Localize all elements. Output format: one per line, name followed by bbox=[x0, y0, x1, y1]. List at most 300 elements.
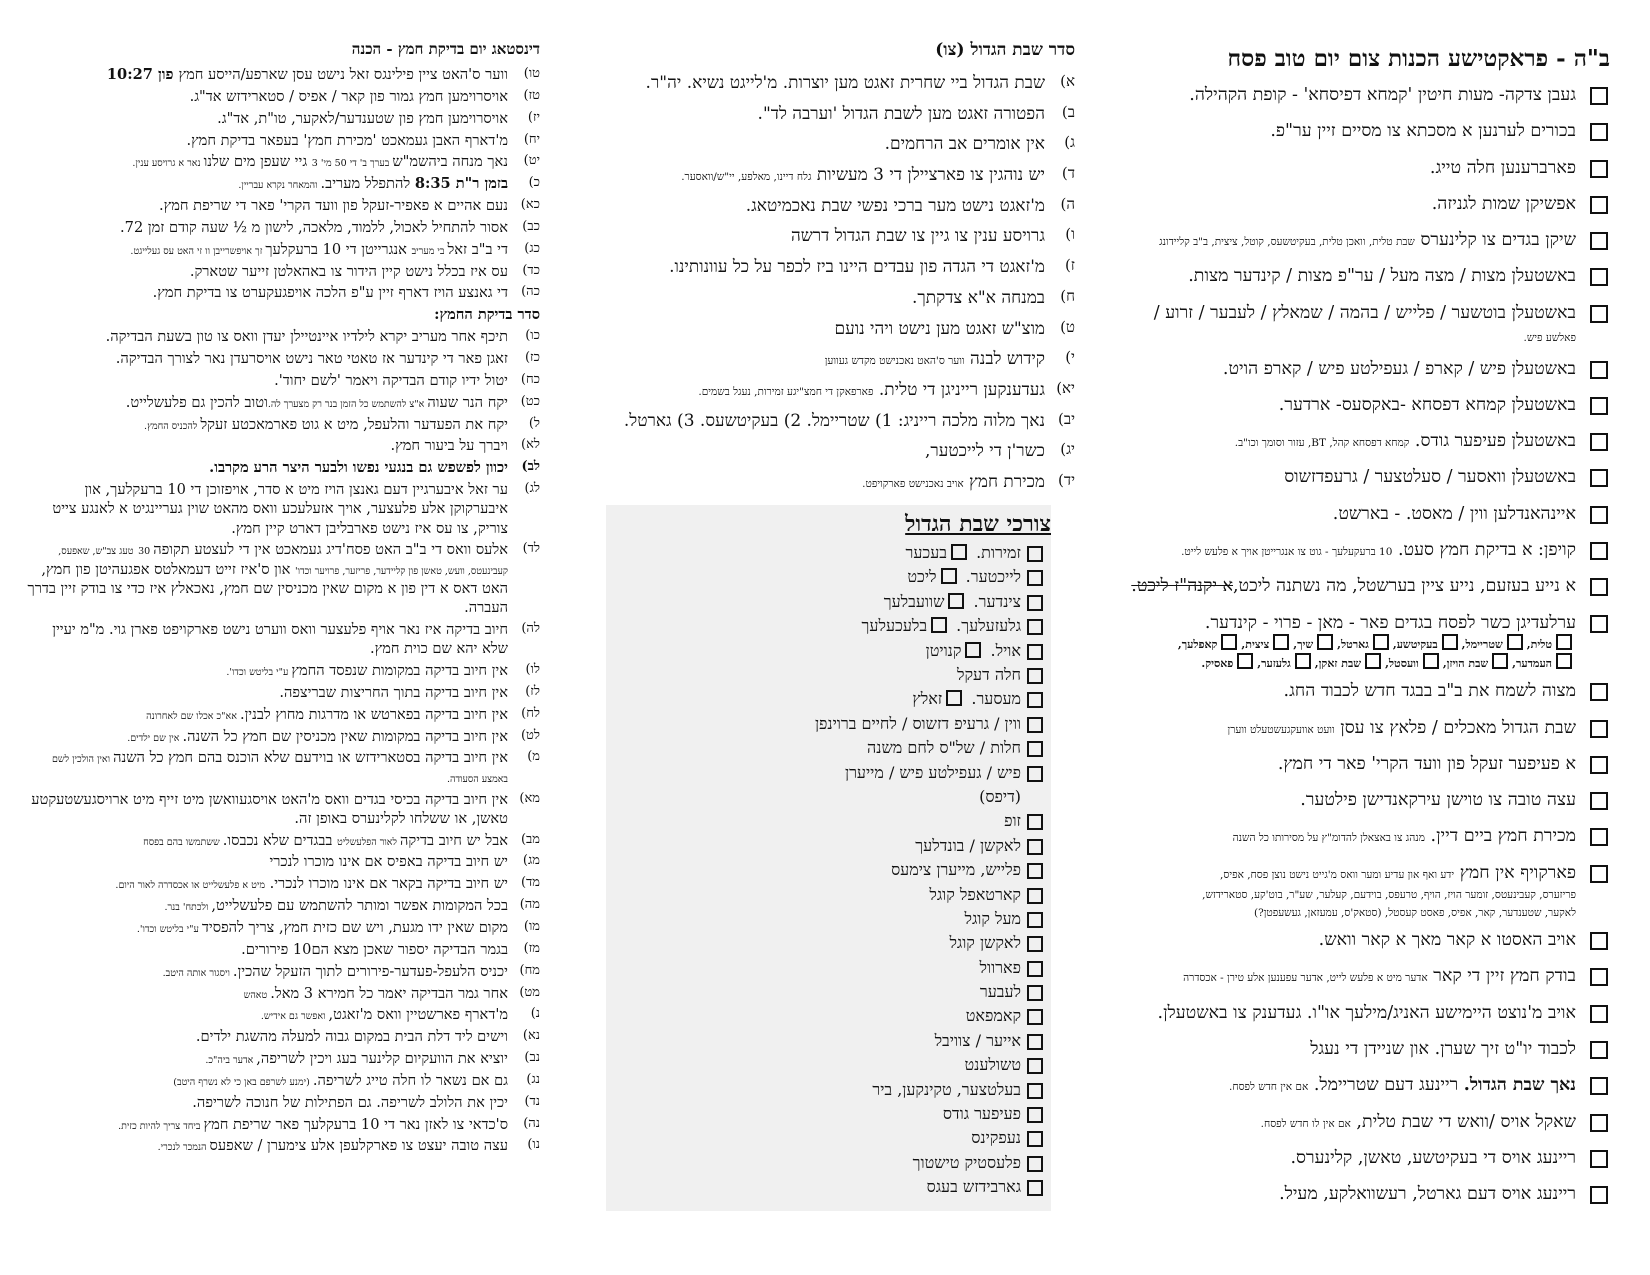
checklist-item bbox=[1125, 120, 1610, 146]
needs-item-label: קאמפאט bbox=[965, 1006, 1021, 1026]
checklist-item bbox=[1125, 862, 1610, 921]
checkbox[interactable] bbox=[1590, 361, 1608, 379]
needs-item bbox=[606, 858, 1051, 882]
checkbox[interactable] bbox=[1590, 1041, 1608, 1059]
item-text: מכירת חמץ bbox=[969, 471, 1045, 492]
inline-checkbox[interactable] bbox=[951, 544, 967, 560]
checkbox[interactable] bbox=[1027, 668, 1043, 684]
bedika-item bbox=[25, 540, 540, 617]
small-checkbox[interactable] bbox=[1273, 634, 1289, 650]
checkbox[interactable] bbox=[1027, 985, 1043, 1001]
needs-item bbox=[606, 1029, 1051, 1053]
item-text: להתפלל מעריב. bbox=[320, 175, 415, 193]
item-text: יכין את הלולב לשריפה. גם הפתילות של חנוכה לשריפה. bbox=[192, 1093, 508, 1111]
bedika-item bbox=[25, 727, 540, 746]
item-text-wrap bbox=[595, 318, 1045, 340]
checklist-item bbox=[1125, 825, 1610, 851]
checkbox[interactable] bbox=[1027, 595, 1043, 611]
item-text: שבת הגדול מאכלים / פלאץ צו עסן bbox=[1340, 717, 1576, 738]
small-checkbox[interactable] bbox=[1492, 653, 1508, 669]
bedika-item bbox=[25, 131, 540, 150]
checkbox[interactable] bbox=[1590, 615, 1608, 633]
small-checkbox[interactable] bbox=[1295, 653, 1311, 669]
checklist-item bbox=[1125, 753, 1610, 779]
item-text-wrap bbox=[25, 896, 508, 915]
checkbox[interactable] bbox=[1027, 1083, 1043, 1099]
item-note: אדער מיט א פלעש לייט, אדער עפענען אלע טירן - אכסדרה bbox=[1183, 972, 1428, 985]
item-text: עס איז בכלל נישט קיין הידור צו באהאלטן זייער שטארק. bbox=[189, 262, 508, 280]
item-text-wrap bbox=[595, 103, 1045, 125]
item-number: טו) bbox=[523, 66, 540, 81]
bedika-item bbox=[25, 1027, 540, 1046]
item-text-wrap bbox=[25, 458, 508, 477]
item-note: א"צ להשתמש כל הזמן בנר רק מצערך לה. bbox=[267, 398, 428, 410]
item-number: לא) bbox=[521, 437, 540, 453]
small-checkbox[interactable] bbox=[1442, 634, 1458, 650]
checklist-item bbox=[1125, 466, 1610, 492]
item-text-2: גיי שעפן מים שלנו bbox=[203, 153, 312, 171]
needs-item-label: (דיפס) bbox=[979, 786, 1021, 806]
item-number: לה) bbox=[521, 620, 540, 636]
checkbox[interactable] bbox=[1590, 397, 1608, 415]
checkbox[interactable] bbox=[1590, 87, 1608, 105]
item-note: פאלשע פיש. bbox=[1523, 331, 1576, 344]
checkbox[interactable] bbox=[1590, 506, 1608, 524]
checklist-item bbox=[1125, 503, 1610, 529]
checkbox[interactable] bbox=[1027, 1156, 1043, 1172]
item-text-wrap bbox=[25, 705, 508, 724]
checklist-item bbox=[1125, 929, 1610, 955]
small-checkbox[interactable] bbox=[1373, 634, 1389, 650]
checklist-item bbox=[1125, 612, 1610, 673]
clothing-item: העמדער, bbox=[1512, 657, 1552, 671]
checkbox[interactable] bbox=[1027, 1009, 1043, 1025]
item-text-wrap bbox=[25, 1027, 508, 1046]
item-text: פארקויף אין חמץ bbox=[1459, 862, 1576, 883]
item-text-wrap bbox=[25, 1049, 508, 1068]
checkbox[interactable] bbox=[1027, 717, 1043, 733]
checklist-item bbox=[1125, 1002, 1610, 1028]
checkbox[interactable] bbox=[1027, 888, 1043, 904]
item-text-2: בבגדים שלא נכבסו. bbox=[222, 831, 338, 849]
checkbox[interactable] bbox=[1027, 814, 1043, 830]
item-text-wrap bbox=[595, 225, 1045, 247]
needs-item bbox=[606, 980, 1051, 1004]
item-text: אין אומרים אב הרחמים. bbox=[884, 134, 1045, 155]
item-text-wrap bbox=[595, 471, 1045, 493]
checkbox[interactable] bbox=[1590, 683, 1608, 701]
checkbox[interactable] bbox=[1590, 828, 1608, 846]
item-number: יג) bbox=[1060, 440, 1075, 459]
item-note: אין שם ילדים. bbox=[127, 732, 183, 744]
item-number: כו) bbox=[525, 328, 540, 344]
bedikas-chametz-title: דינסטאג יום בדיקת חמץ - הכנה bbox=[351, 40, 540, 58]
inline-checkbox[interactable] bbox=[946, 690, 962, 706]
shabbos-hagadol-needs-title: צורכי שבת הגדול bbox=[905, 511, 1051, 538]
item-note: שבת טלית, וואכן טלית, בעקיטשעס, קוטל, ציצית, ב"ב קליידונג bbox=[1159, 236, 1415, 249]
checkbox[interactable] bbox=[1027, 644, 1043, 660]
item-text: גרויסע ענין צו גיין צו שבת הגדול דרשה bbox=[790, 226, 1045, 247]
item-text: אין חיוב בדיקה בתוך החריצות שבריצפה. bbox=[279, 683, 508, 701]
item-text-wrap bbox=[25, 415, 508, 434]
item-number: ד) bbox=[1061, 164, 1075, 183]
bedika-item bbox=[25, 371, 540, 390]
item-text-wrap bbox=[25, 874, 508, 893]
checkbox[interactable] bbox=[1027, 1107, 1043, 1123]
checklist-item bbox=[1125, 193, 1610, 219]
needs-item bbox=[606, 736, 1051, 760]
bedika-item bbox=[25, 620, 540, 659]
clothing-item: קאפלעך, bbox=[1177, 638, 1218, 652]
checkbox[interactable] bbox=[1027, 570, 1043, 586]
item-text-wrap bbox=[25, 1136, 508, 1155]
checkbox[interactable] bbox=[1027, 912, 1043, 928]
needs-item-label: פלעסטיק טישטוך bbox=[912, 1152, 1021, 1172]
small-checkbox[interactable] bbox=[1237, 653, 1253, 669]
item-number: לז) bbox=[525, 683, 540, 699]
bedika-item bbox=[25, 1049, 540, 1068]
item-text-wrap bbox=[595, 164, 1045, 186]
clothing-item: שטריימל, bbox=[1461, 638, 1503, 652]
small-checkbox[interactable] bbox=[1556, 634, 1572, 650]
item-number: כא) bbox=[520, 197, 540, 213]
item-bold-text: יכוון לפשפש גם בנגעי נפשו ולבער היצר הרע מקרבו. bbox=[209, 459, 508, 477]
item-number: לו) bbox=[525, 662, 540, 678]
needs-item-label: לעבער bbox=[979, 982, 1021, 1002]
item-note: ויסגור אותה היטב. bbox=[162, 967, 233, 979]
item-number: ה) bbox=[1060, 194, 1075, 213]
needs-item-label: ווין / גרעיפ דזשוס / לחיים ברוינפן bbox=[814, 713, 1021, 733]
item-text: יש נוהגין צו פארציילן די 3 מעשיות bbox=[816, 165, 1045, 186]
checklist-item bbox=[1125, 1074, 1610, 1100]
needs-item-label: אייער / צוויבל bbox=[934, 1030, 1021, 1050]
clothing-item: שבת זאקן, bbox=[1314, 657, 1362, 671]
item-number: כד) bbox=[522, 262, 540, 278]
item-text: הפטורה זאגט מען לשבת הגדול 'וערבה לד". bbox=[757, 103, 1045, 124]
item-note: פארפאקן די חמצ"יגע זמירות, נעגל בשמים. bbox=[698, 385, 874, 398]
needs-item bbox=[606, 931, 1051, 955]
clothing-item: גלעזער, bbox=[1257, 657, 1291, 671]
item-number: יא) bbox=[1056, 378, 1075, 397]
item-number: יז) bbox=[527, 109, 540, 125]
bedika-item bbox=[25, 683, 540, 702]
checkbox[interactable] bbox=[1027, 936, 1043, 952]
item-number: כ) bbox=[528, 175, 540, 191]
checkbox[interactable] bbox=[1590, 932, 1608, 950]
small-checkbox[interactable] bbox=[1556, 653, 1572, 669]
checkbox[interactable] bbox=[1027, 619, 1043, 635]
item-text: נעם אהיים א פאפיר-זעקל פון וועד הקרי' פאר די שריפת חמץ. bbox=[159, 197, 508, 215]
checklist-item bbox=[1125, 302, 1610, 348]
item-text-wrap bbox=[595, 348, 1045, 370]
item-number: ל) bbox=[528, 415, 540, 431]
bedika-item bbox=[25, 480, 540, 538]
bedika-item bbox=[25, 393, 540, 412]
checkbox[interactable] bbox=[1590, 578, 1608, 596]
item-number: מז) bbox=[523, 940, 540, 956]
checkbox[interactable] bbox=[1027, 1058, 1043, 1074]
checkbox[interactable] bbox=[1027, 1180, 1043, 1196]
bedikas-chametz-column bbox=[25, 40, 540, 1158]
item-note: אא"כ אכלו שם לאחרונה bbox=[146, 710, 240, 722]
bedika-item bbox=[25, 896, 540, 915]
needs-item-label: פעיפער גודס bbox=[942, 1104, 1021, 1124]
bedika-item bbox=[25, 174, 540, 193]
item-text-wrap bbox=[25, 262, 508, 281]
item-text: די ב"ב זאל bbox=[447, 240, 508, 258]
item-text: אחר גמר הבדיקה יאמר כל חמירא 3 מאל. bbox=[270, 984, 508, 1002]
bedika-item bbox=[25, 874, 540, 893]
checklist-item bbox=[1125, 1147, 1610, 1173]
item-text-wrap bbox=[25, 984, 508, 1003]
item-text: ויברך על ביעור חמץ. bbox=[390, 437, 508, 455]
item-number: יב) bbox=[1057, 409, 1075, 428]
item-text: מוצ"ש זאגט מען נישט ויהי נועם bbox=[834, 318, 1045, 339]
item-text: א נייע בעזעם, נייע ציין בערשטל, מה נשתנה ליכט, bbox=[1232, 576, 1576, 597]
item-text-wrap bbox=[25, 1093, 508, 1112]
checkbox[interactable] bbox=[1590, 756, 1608, 774]
item-text: נאך מנחה ביהשמ"ש bbox=[392, 153, 508, 171]
item-text: לכבוד יו"ט זיך שערן. און שניידן די נעגל bbox=[1310, 1038, 1576, 1059]
item-text-wrap bbox=[25, 1071, 508, 1090]
needs-item-label-2: קנויטן bbox=[925, 640, 962, 660]
item-text: באשטעלן מצות / מצה מעל / ער"פ מצות / קינדער מצות. bbox=[1188, 266, 1576, 287]
item-number: ח) bbox=[1060, 286, 1075, 305]
item-number: ב) bbox=[1061, 102, 1075, 121]
shabbos-hagadol-order-title: סדר שבת הגדול (צו) bbox=[935, 40, 1075, 60]
clothing-item: ציצית, bbox=[1241, 638, 1270, 652]
item-text-wrap bbox=[25, 371, 508, 390]
bedika-item bbox=[25, 283, 540, 302]
item-text-wrap bbox=[25, 480, 508, 538]
needs-item bbox=[606, 907, 1051, 931]
item-text-wrap bbox=[25, 393, 508, 412]
item-note: ולכתח' בנר. bbox=[164, 902, 212, 914]
clothing-item: וועסטל, bbox=[1385, 657, 1419, 671]
checkbox[interactable] bbox=[1590, 268, 1608, 286]
needs-item bbox=[606, 687, 1051, 711]
practical-preparations-column bbox=[1125, 45, 1610, 1219]
item-number: מט) bbox=[519, 984, 540, 1000]
needs-item-label: חלה דעקל bbox=[956, 664, 1021, 684]
item-note: אויב נאכנישט פארקויפט. bbox=[862, 477, 964, 490]
small-checkbox[interactable] bbox=[1317, 634, 1333, 650]
item-text: באשטעלן וואסער / סעלטצער / גרעפדזשוס bbox=[1284, 467, 1576, 488]
item-number: מ) bbox=[527, 749, 540, 765]
needs-item bbox=[606, 1126, 1051, 1150]
item-text: במנחה א"א צדקתך. bbox=[912, 287, 1045, 308]
checkbox[interactable] bbox=[1027, 692, 1043, 708]
shabbos-hagadol-needs-box bbox=[606, 505, 1051, 1211]
checklist-item bbox=[1125, 157, 1610, 183]
item-text: תיכף אחר מעריב יקרא לילדיו איינטיילן יעדן וואס צו טון בשעת הבדיקה. bbox=[105, 328, 508, 346]
checkbox[interactable] bbox=[1590, 469, 1608, 487]
checkbox[interactable] bbox=[1590, 123, 1608, 141]
checkbox[interactable] bbox=[1590, 305, 1608, 323]
bedika-item bbox=[25, 918, 540, 937]
item-text: יטול ידיו קודם הבדיקה ויאמר 'לשם יחוד'. bbox=[274, 371, 508, 389]
bedika-item bbox=[25, 152, 540, 171]
item-note: (ימנע לשרפם באן כי לא נשרף היטב) bbox=[173, 1076, 313, 1088]
item-note: אם אין לו חדש לפסח. bbox=[1260, 1117, 1351, 1130]
checkbox[interactable] bbox=[1027, 741, 1043, 757]
item-text-wrap bbox=[25, 831, 508, 850]
needs-item bbox=[606, 1102, 1051, 1126]
bedika-item bbox=[25, 240, 540, 259]
checkbox[interactable] bbox=[1590, 1114, 1608, 1132]
item-text-wrap bbox=[595, 195, 1045, 217]
item-note: בערך ב' די 50 מי' 3 bbox=[311, 158, 393, 170]
checkbox[interactable] bbox=[1590, 160, 1608, 178]
checkbox[interactable] bbox=[1590, 792, 1608, 810]
checkbox[interactable] bbox=[1590, 720, 1608, 738]
inline-checkbox[interactable] bbox=[941, 568, 957, 584]
needs-item-label: חלות / של"ס לחם משנה bbox=[867, 738, 1021, 758]
clothing-item: פאסיק. bbox=[1201, 657, 1234, 671]
checkbox[interactable] bbox=[1590, 865, 1608, 883]
checkbox[interactable] bbox=[1590, 232, 1608, 250]
bedika-item bbox=[25, 65, 540, 84]
item-note: ע"י בליטש וכדו'. bbox=[226, 667, 292, 679]
bedika-item bbox=[25, 790, 540, 829]
item-text-wrap bbox=[25, 349, 508, 368]
checkbox[interactable] bbox=[1027, 1034, 1043, 1050]
shabbos-hagadol-column bbox=[595, 40, 1075, 1211]
checkbox[interactable] bbox=[1590, 196, 1608, 214]
item-number: ט) bbox=[1060, 317, 1075, 336]
needs-item-label: לאקשן / בונדלעך bbox=[915, 835, 1021, 855]
item-text-wrap bbox=[595, 72, 1045, 94]
needs-item bbox=[606, 883, 1051, 907]
shabbos-hagadol-needs-list bbox=[606, 541, 1051, 1200]
item-number: נה) bbox=[523, 1115, 540, 1131]
checkbox[interactable] bbox=[1590, 1150, 1608, 1168]
item-number: נו) bbox=[527, 1137, 540, 1153]
checklist-item bbox=[1125, 1038, 1610, 1064]
order-item bbox=[595, 287, 1075, 309]
item-note: גלח דיינו, מאלפע, יי"ש/וואסער. bbox=[681, 171, 812, 184]
item-text: באשטעלן פיש / קארפ / געפילטע פיש / קארפ הויט. bbox=[1222, 358, 1576, 379]
small-checkbox[interactable] bbox=[1507, 634, 1523, 650]
checkbox[interactable] bbox=[1027, 839, 1043, 855]
item-text: יקח הנר שעוה bbox=[427, 393, 508, 411]
inline-checkbox[interactable] bbox=[948, 593, 964, 609]
item-note: טאהש bbox=[243, 989, 271, 1001]
item-text-wrap bbox=[25, 152, 508, 171]
needs-item-label-2: זאלץ bbox=[912, 689, 943, 709]
checkbox[interactable] bbox=[1590, 542, 1608, 560]
checkbox[interactable] bbox=[1590, 433, 1608, 451]
checkbox[interactable] bbox=[1027, 1131, 1043, 1147]
item-text-wrap bbox=[25, 661, 508, 680]
item-text: קויפן: א בדיקת חמץ סעט. bbox=[1397, 540, 1576, 561]
item-text: יכניס הלעפל-פעדער-פירורים לתוך הזעקל שהכין. bbox=[232, 962, 508, 980]
item-text-wrap bbox=[595, 379, 1045, 401]
needs-item-label: פארוול bbox=[979, 957, 1021, 977]
checkbox[interactable] bbox=[1027, 546, 1043, 562]
needs-item bbox=[606, 590, 1051, 614]
item-text-2: וטוב להכין גם פלעשלייט. bbox=[125, 393, 268, 411]
item-number: כח) bbox=[520, 371, 540, 387]
checklist-item bbox=[1125, 717, 1610, 743]
item-text-wrap bbox=[25, 683, 508, 702]
inline-checkbox[interactable] bbox=[931, 617, 947, 633]
small-checkbox[interactable] bbox=[1365, 653, 1381, 669]
item-number: נב) bbox=[524, 1050, 540, 1066]
item-text: ריינעג דעם שטריימל. bbox=[1313, 1075, 1464, 1096]
checkbox[interactable] bbox=[1027, 961, 1043, 977]
needs-item bbox=[606, 956, 1051, 980]
checkbox[interactable] bbox=[1027, 766, 1043, 782]
checkbox[interactable] bbox=[1027, 863, 1043, 879]
order-item bbox=[595, 133, 1075, 155]
checkbox[interactable] bbox=[1590, 968, 1608, 986]
checkbox[interactable] bbox=[1590, 1186, 1608, 1204]
checklist-item bbox=[1125, 265, 1610, 291]
order-item bbox=[595, 72, 1075, 94]
item-text: יש חיוב בדיקה באפיס אם אינו מוכרו לנכרי bbox=[269, 853, 508, 871]
checkbox[interactable] bbox=[1590, 1005, 1608, 1023]
item-text: ס'כדאי צו לאזן נאר די 10 ברעקלעך פאר שריפת חמץ bbox=[203, 1115, 508, 1133]
clothing-item: שיך, bbox=[1293, 638, 1314, 652]
item-number: נג) bbox=[526, 1071, 540, 1087]
item-number: י) bbox=[1065, 348, 1075, 367]
needs-item bbox=[606, 565, 1051, 589]
item-note: מנהג צו באצאלן להדומ"ץ על מסירותו כל השנה bbox=[1232, 832, 1425, 845]
item-text: אין חיוב בדיקה בפארטש או מדרגות מחוץ לבנין. bbox=[239, 705, 508, 723]
item-number: לח) bbox=[521, 705, 540, 721]
item-note-2: זך אויפשרייבן וו זי האט עס געלייגט. bbox=[130, 245, 266, 257]
checklist-item bbox=[1125, 575, 1610, 601]
checklist-item bbox=[1125, 84, 1610, 110]
needs-item-label: זמירות. bbox=[976, 543, 1021, 563]
bedika-item bbox=[25, 458, 540, 477]
small-checkbox[interactable] bbox=[1423, 653, 1439, 669]
small-checkbox[interactable] bbox=[1221, 634, 1237, 650]
item-text-wrap bbox=[25, 174, 508, 193]
item-note-2: נאר א גרויסע ענין. bbox=[132, 158, 204, 170]
needs-item bbox=[606, 785, 1051, 809]
bedika-item bbox=[25, 705, 540, 724]
item-number: נד) bbox=[524, 1093, 540, 1109]
bedika-item bbox=[25, 436, 540, 455]
item-text-wrap bbox=[25, 852, 508, 871]
checklist-item bbox=[1125, 539, 1610, 565]
item-text: אויסרוימען חמץ פון שטענדער/לאקער, טו"ת, אד"ג. bbox=[217, 109, 508, 127]
item-text: וישים ליד דלת הבית במקום גבוה למעלה מהשגת ילדים. bbox=[195, 1028, 508, 1046]
item-sub-note: טעג צב"ש, שאפעס, קעבינעטס, וועש, טאשן פון קליידער, פריזער, פרויער וכדו' bbox=[58, 546, 508, 577]
needs-item-label: אויל. bbox=[990, 640, 1021, 660]
bedika-item bbox=[25, 415, 540, 434]
checkbox[interactable] bbox=[1590, 1077, 1608, 1095]
inline-checkbox[interactable] bbox=[965, 642, 981, 658]
item-note: ואין הולכין לשם באמצע הסעודה. bbox=[51, 754, 508, 785]
order-item bbox=[595, 164, 1075, 186]
item-text: בגמר הבדיקה יספור שאכן מצא הם10 פירורים. bbox=[241, 940, 508, 958]
item-text-wrap bbox=[25, 940, 508, 959]
needs-item-label: קארטאפל קוגל bbox=[929, 884, 1021, 904]
item-text: באשטעלן פעיפער גודס. bbox=[1414, 431, 1576, 452]
item-note: ע"י בליטש וכדו'. bbox=[136, 924, 202, 935]
item-number: כג) bbox=[524, 240, 540, 256]
item-text: זאגן פאר די קינדער אז טאטי טאר נישט אויסרעדן נאר לצורך הבדיקה. bbox=[115, 349, 508, 367]
item-note-line: לאקער, שטענדער, קאר, אפיס, פאסט קעסטל, (סטאק'ס, עמעזאן, געשעפטן?) bbox=[1253, 906, 1576, 919]
item-text: פארברענען חלה טייג. bbox=[1429, 157, 1576, 178]
item-text: מקום שאין ידו מגעת, ויש שם כזית חמץ, צריך להפסיד bbox=[201, 919, 508, 936]
item-text: אין חיוב בדיקה במקומות שנפסד החמץ bbox=[291, 662, 508, 680]
needs-item bbox=[606, 663, 1051, 687]
clothing-checklist-row bbox=[1125, 653, 1576, 672]
